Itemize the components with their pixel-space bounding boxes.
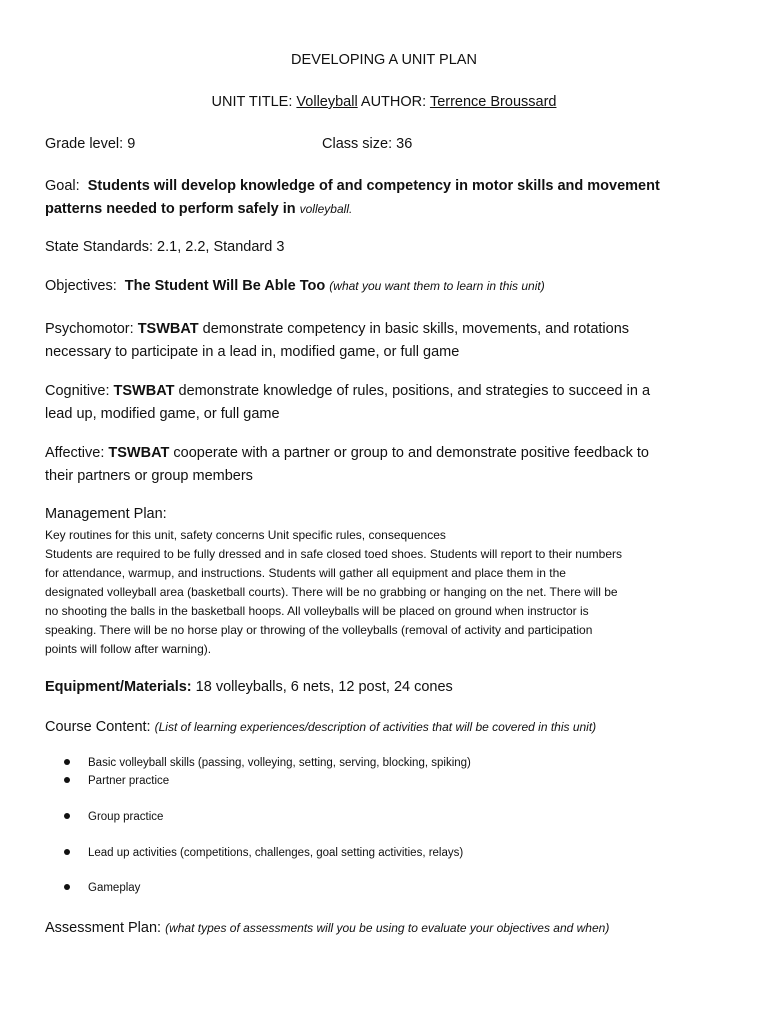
state-standards: State Standards: 2.1, 2.2, Standard 3 [45,239,285,255]
unit-title-line: UNIT TITLE: Volleyball AUTHOR: Terrence Broussard [211,94,557,110]
management-line: no shooting the balls in the basketball hoops. All volleyballs will be placed on ground when instructor is [45,604,589,618]
management-line: speaking. There will be no horse play or throwing of the volleyballs (removal of activity and participation [45,623,593,637]
management-line: designated volleyball area (basketball courts). There will be no grabbing or hanging on the net. There will be [45,585,618,599]
list-item: Basic volleyball skills (passing, volleying, setting, serving, blocking, spiking) [64,757,471,769]
management-plan-subtitle: Key routines for this unit, safety concerns Unit specific rules, consequences [45,528,446,542]
management-line: Students are required to be fully dressed and in safe closed toed shoes. Students will report to their numbers [45,547,622,561]
management-line: points will follow after warning). [45,642,212,656]
bullet-icon [64,759,70,765]
affective-objective: Affective: TSWBAT cooperate with a partner or group to and demonstrate positive feedback to their partners or group members [45,445,649,484]
bullet-icon [64,849,70,855]
equipment-materials: Equipment/Materials: 18 volleyballs, 6 nets, 12 post, 24 cones [45,679,453,695]
management-plan-heading: Management Plan: [45,506,167,522]
author-value: Terrence Broussard [429,94,557,110]
bullet-icon [64,884,70,890]
list-item: Lead up activities (competitions, challenges, goal setting activities, relays) [64,847,463,859]
cognitive-objective: Cognitive: TSWBAT demonstrate knowledge of rules, positions, and strategies to succeed in a lead up, modified game, or full game [45,383,651,422]
document-title: DEVELOPING A UNIT PLAN [291,52,477,68]
psychomotor-objective: Psychomotor: TSWBAT demonstrate competency in basic skills, movements, and rotations necessary to participate in a lead in, modified game, or full game [45,321,630,360]
objectives: Objectives: The Student Will Be Able Too (what you want them to learn in this unit) [45,278,545,294]
list-item: Group practice [64,811,163,823]
grade-level: Grade level: 9 [45,136,136,152]
bullet-icon [64,777,70,783]
goal-section: Goal: Students will develop knowledge of and competency in motor skills and movement patterns needed to perform safely in volleyball. [45,178,660,217]
unit-title-value: Volleyball [296,94,358,110]
assessment-plan: Assessment Plan: (what types of assessments will you be using to evaluate your objectives and when) [45,920,610,936]
course-content: Course Content: (List of learning experiences/description of activities that will be covered in this unit) [45,719,597,735]
list-item: Gameplay [64,882,140,894]
class-size: Class size: 36 [322,136,413,152]
bullet-icon [64,813,70,819]
list-item: Partner practice [64,775,169,787]
management-line: for attendance, warmup, and instructions. Students will gather all equipment and place them in the [45,566,566,580]
